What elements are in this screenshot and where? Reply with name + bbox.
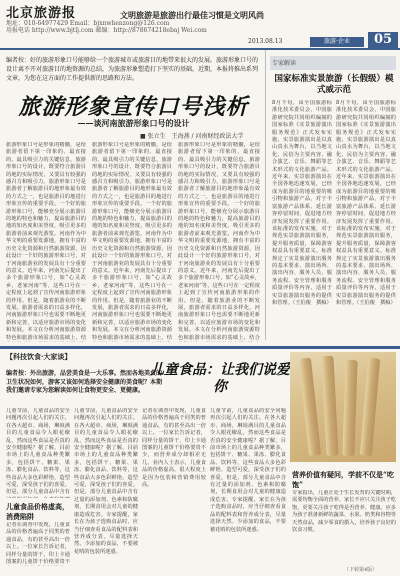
feature-body-col3: 记者在调查中发现，儿童食品的价格普遍高于同类的普通食品，有的甚至高出一倍以上。一位家长告诉记者，同样分量的饼干，印上卡通图案的儿童饼干价格要贵不少，而营养成分却相差无几。业内人士表示，儿童食品的价格虚高，很大程度上是因为包装和营销费用较高。 <box>142 408 206 489</box>
section-rule <box>0 346 400 349</box>
feature-body-col1: 儿童节前，儿童食品的安全问题再次引起人们的关注。在各大超市、商场，琳琅满目的儿童食品令人眼花缭乱，然而这些食品是否真的安全健康呢？据了解，目前市场上的儿童食品种类繁多，包括饼干、糖果、果冻、膨化食品、饮料等，这些食品大多色彩鲜艳、造型可爱，深受孩子们的喜爱。但是，部分儿童食品中含有 <box>6 408 70 496</box>
sidebar-body-col1: 8月下旬，由全国旅游标准化技术委员会、中国旅游研究院共同组织编制的国家标准《实景旅游演出服务规范》正式发布实施。实景旅游演出是以真山真水为舞台，以当地文化、民俗为主要内容，融合演艺、音乐、舞蹈等艺术形式的文化旅游产品。近年来，实景旅游演出在全国各地迅速发展，已经成为旅游目的地重要的吸引物和旅游产品，对于丰富旅游产品体系、延长游客停留时间、促进地方经济发展发挥了重要作用。该标准的发布实施，对于规范实景旅游演出服务，提升服务质量，保障游客权益具有重要意义。标准规定了实景旅游演出服务的基本要求、演出场所、演出内容、服务人员、服务流程、安全管理和服务质量评价等内容，适用于实景旅游演出服务的提供和管理。（王伯俊 撰稿） <box>272 100 332 306</box>
continued-note: （下转第4版） <box>344 567 378 573</box>
feature-body-col1b: 记者在调查中发现，儿童食品的价格普遍高于同类的普通食品，有的甚至高出一倍以上。一位家长告诉记者，同样分量的饼干，印上卡通图案的儿童饼干价格要贵不 <box>6 522 70 566</box>
masthead-rule <box>0 48 400 50</box>
issue-date: 2013.08.13 <box>248 38 283 45</box>
breadstick-2 <box>321 356 338 456</box>
sidebar-title: 国家标准实景旅游（长假级）模式威示范 <box>274 74 394 95</box>
sidebar-body-col2: 8月下旬，由全国旅游标准化技术委员会、中国旅游研究院共同组织编制的国家标准《实景旅游演出服务规范》正式发布实施。实景旅游演出是以真山真水为舞台，以当地文化、民俗为主要内容，融合演艺、音乐、舞蹈等艺术形式的文化旅游产品。近年来，实景旅游演出在全国各地迅速发展，已经成为旅游目的地重要的吸引物和旅游产品，对于丰富旅游产品体系、延长游客停留时间、促进地方经济发展发挥了重要作用。该标准的发布实施，对于规范实景旅游演出服务，提升服务质量，保障游客权益具有重要意义。标准规定了实景旅游演出服务的基本要求、演出场所、演出内容、服务人员、服务流程、安全管理和服务质量评价等内容，适用于实景旅游演出服务的提供和管理。（王伯俊 撰稿） <box>336 100 396 306</box>
article-title: 旅游形象宣传口号浅析 <box>18 94 249 120</box>
article-body-col2: 旅游形象口号是形象的精髓，是给旅游者留下第一印象的、最直接的、最具吸引力的关键信息，旅游形象口号的设计，既要符合旅游目的地的实际情况，又要具有较强的感召力和吸引力。旅游形象口号是旅游者了解旅游目的地形象最有效的方式之一，也是旅游目的地进行形象宣传的重要手段。一个好的旅游形象口号，能够充分展示旅游目的地的特色和魅力，提高旅游目的地的知名度和美誉度，吸引更多的旅游者前来观光游览。河南作为中华文明的重要发源地，拥有丰富的历史文化资源和自然旅游资源，因此设计一个好的旅游形象口号，对于河南旅游业的发展具有十分重要的意义。近年来，河南先后提出了多个旅游形象口号，如“心灵故乡，老家河南”等，这些口号在一定程度上起到了宣传河南旅游形象的作用。但是，随着旅游业的不断发展，旅游者需求的日益多样化，河南旅游形象口号也需要不断地更新和完善，以适应旅游市场的变化和发展。本文在分析河南旅游资源特色和旅游市场需求的基础上，结 <box>92 142 172 341</box>
column-divider <box>265 50 266 340</box>
article-subtitle: ——谈河南旅游形象口号的设计 <box>77 118 190 128</box>
newspaper-title: 北京旅游报 <box>6 6 77 21</box>
feature-body-col4: 儿童节前，儿童食品的安全问题再次引起人们的关注。在各大超市、商场，琳琅满目的儿童食品令人眼花缭乱，然而这些食品是否真的安全健康呢？据了解，目前市场上的儿童食品种类繁多，包括饼干、糖果、果冻、膨化食品、饮料等，这些食品大多色彩鲜艳、造型可爱，深受孩子们的喜爱。但是，部分儿童食品中含有过量的添加剂、色素和防腐剂，长期食用会对儿童的健康造成危害。专家提醒，家长在为孩子选购食品时，应当仔细查看食品的配料表和营养成分表，尽量选择天然、少添加的食品，不要被花哨的包装所迷惑。 <box>210 408 286 533</box>
feature-subhead-2: 营养价值有疑问，学前不仅是“吃饱” <box>292 470 395 489</box>
masthead-contact: 地址：010-64977429 Email：bjxnwhenzong@126.com <box>6 20 170 27</box>
feature-lead-note: 编者按：外出旅游，品尝美食是一大乐事。然而各地美食的卫生状况如何，游客又该如何选择安全健康的美食呢？本期我们邀请专家为您解读如何让食物更安全、更健康。 <box>6 370 163 394</box>
feature-subhead-1: 儿童食品价格虚高，消费陷阱 <box>6 502 69 521</box>
breadstick-3 <box>342 360 357 456</box>
masthead-contact-2: 用报电话 http://www.bjtlj.com 邮编：http://878674218ebaj Wei.com <box>6 27 207 34</box>
masthead-slogan: 文明旅游是旅游出行最佳习惯是文明风尚 <box>120 10 264 20</box>
feature-title: 儿童食品：让我们说爱你 <box>150 362 290 395</box>
breadstick-1 <box>299 358 321 457</box>
feature-body-col2: 儿童节前，儿童食品的安全问题再次引起人们的关注。在各大超市、商场，琳琅满目的儿童食品令人眼花缭乱，然而这些食品是否真的安全健康呢？据了解，目前市场上的儿童食品种类繁多，包括饼干、糖果、果冻、膨化食品、饮料等，这些食品大多色彩鲜艳、造型可爱，深受孩子们的喜爱。但是，部分儿童食品中含有过量的添加剂、色素和防腐剂，长期食用会对儿童的健康造成危害。专家提醒，家长在为孩子选购食品时，应当仔细查看食品的配料表和营养成分表，尽量选择天然、少添加的食品，不要被花哨的包装所迷惑。 <box>74 408 138 555</box>
food-photo <box>290 352 396 462</box>
article-body-col1: 旅游形象口号是形象的精髓，是给旅游者留下第一印象的、最直接的、最具吸引力的关键信息，旅游形象口号的设计，既要符合旅游目的地的实际情况，又要具有较强的感召力和吸引力。旅游形象口号是旅游者了解旅游目的地形象最有效的方式之一，也是旅游目的地进行形象宣传的重要手段。一个好的旅游形象口号，能够充分展示旅游目的地的特色和魅力，提高旅游目的地的知名度和美誉度，吸引更多的旅游者前来观光游览。河南作为中华文明的重要发源地，拥有丰富的历史文化资源和自然旅游资源，因此设计一个好的旅游形象口号，对于河南旅游业的发展具有十分重要的意义。近年来，河南先后提出了多个旅游形象口号，如“心灵故乡，老家河南”等，这些口号在一定程度上起到了宣传河南旅游形象的作用。但是，随着旅游业的不断发展，旅游者需求的日益多样化，河南旅游形象口号也需要不断地更新和完善，以适应旅游市场的变化和发展。本文在分析河南旅游资源特色和旅游市场需求的基础上，结 <box>6 142 86 341</box>
editor-note: 编者按：好的旅游形象口号能够给一个旅游城市或旅游目的地带来很大的发展。旅游形象口号的设计离不开对旅游目的地资源的总结，为旅游形象塑造打下坚实的基础。近期，本报将推出系列文章，为您在这方面的工作提供新的思路和方法。 <box>6 57 259 82</box>
page-number: 05 <box>368 32 398 48</box>
article-byline: ■ 张立生 王海燕 / 河南财经政法大学 <box>140 133 244 140</box>
section-tab: 旅游·企业 <box>310 37 364 47</box>
feature-body-col5: 专家指出，儿童正处于生长发育的关键时期，需要均衡全面的营养。家长不应只关注孩子吃饱，更要关注孩子吃得是否营养、健康。应多为孩子准备新鲜的蔬菜、水果、奶类和谷物等天然食品，减少零食的摄入，培养孩子良好的饮食习惯。 <box>292 490 396 534</box>
masthead <box>0 0 400 48</box>
breadstick-4 <box>360 358 380 457</box>
sidebar-tag: 专家解读 <box>272 60 297 67</box>
article-body-col3: 旅游形象口号是形象的精髓，是给旅游者留下第一印象的、最直接的、最具吸引力的关键信息，旅游形象口号的设计，既要符合旅游目的地的实际情况，又要具有较强的感召力和吸引力。旅游形象口号是旅游者了解旅游目的地形象最有效的方式之一，也是旅游目的地进行形象宣传的重要手段。一个好的旅游形象口号，能够充分展示旅游目的地的特色和魅力，提高旅游目的地的知名度和美誉度，吸引更多的旅游者前来观光游览。河南作为中华文明的重要发源地，拥有丰富的历史文化资源和自然旅游资源，因此设计一个好的旅游形象口号，对于河南旅游业的发展具有十分重要的意义。近年来，河南先后提出了多个旅游形象口号，如“心灵故乡，老家河南”等，这些口号在一定程度上起到了宣传河南旅游形象的作用。但是，随着旅游业的不断发展，旅游者需求的日益多样化，河南旅游形象口号也需要不断地更新和完善，以适应旅游市场的变化和发展。本文在分析河南旅游资源特色和旅游市场需求的基础上，结合 <box>178 142 260 341</box>
feature-section-label: 【科技饮食·大家谈】 <box>6 352 72 361</box>
